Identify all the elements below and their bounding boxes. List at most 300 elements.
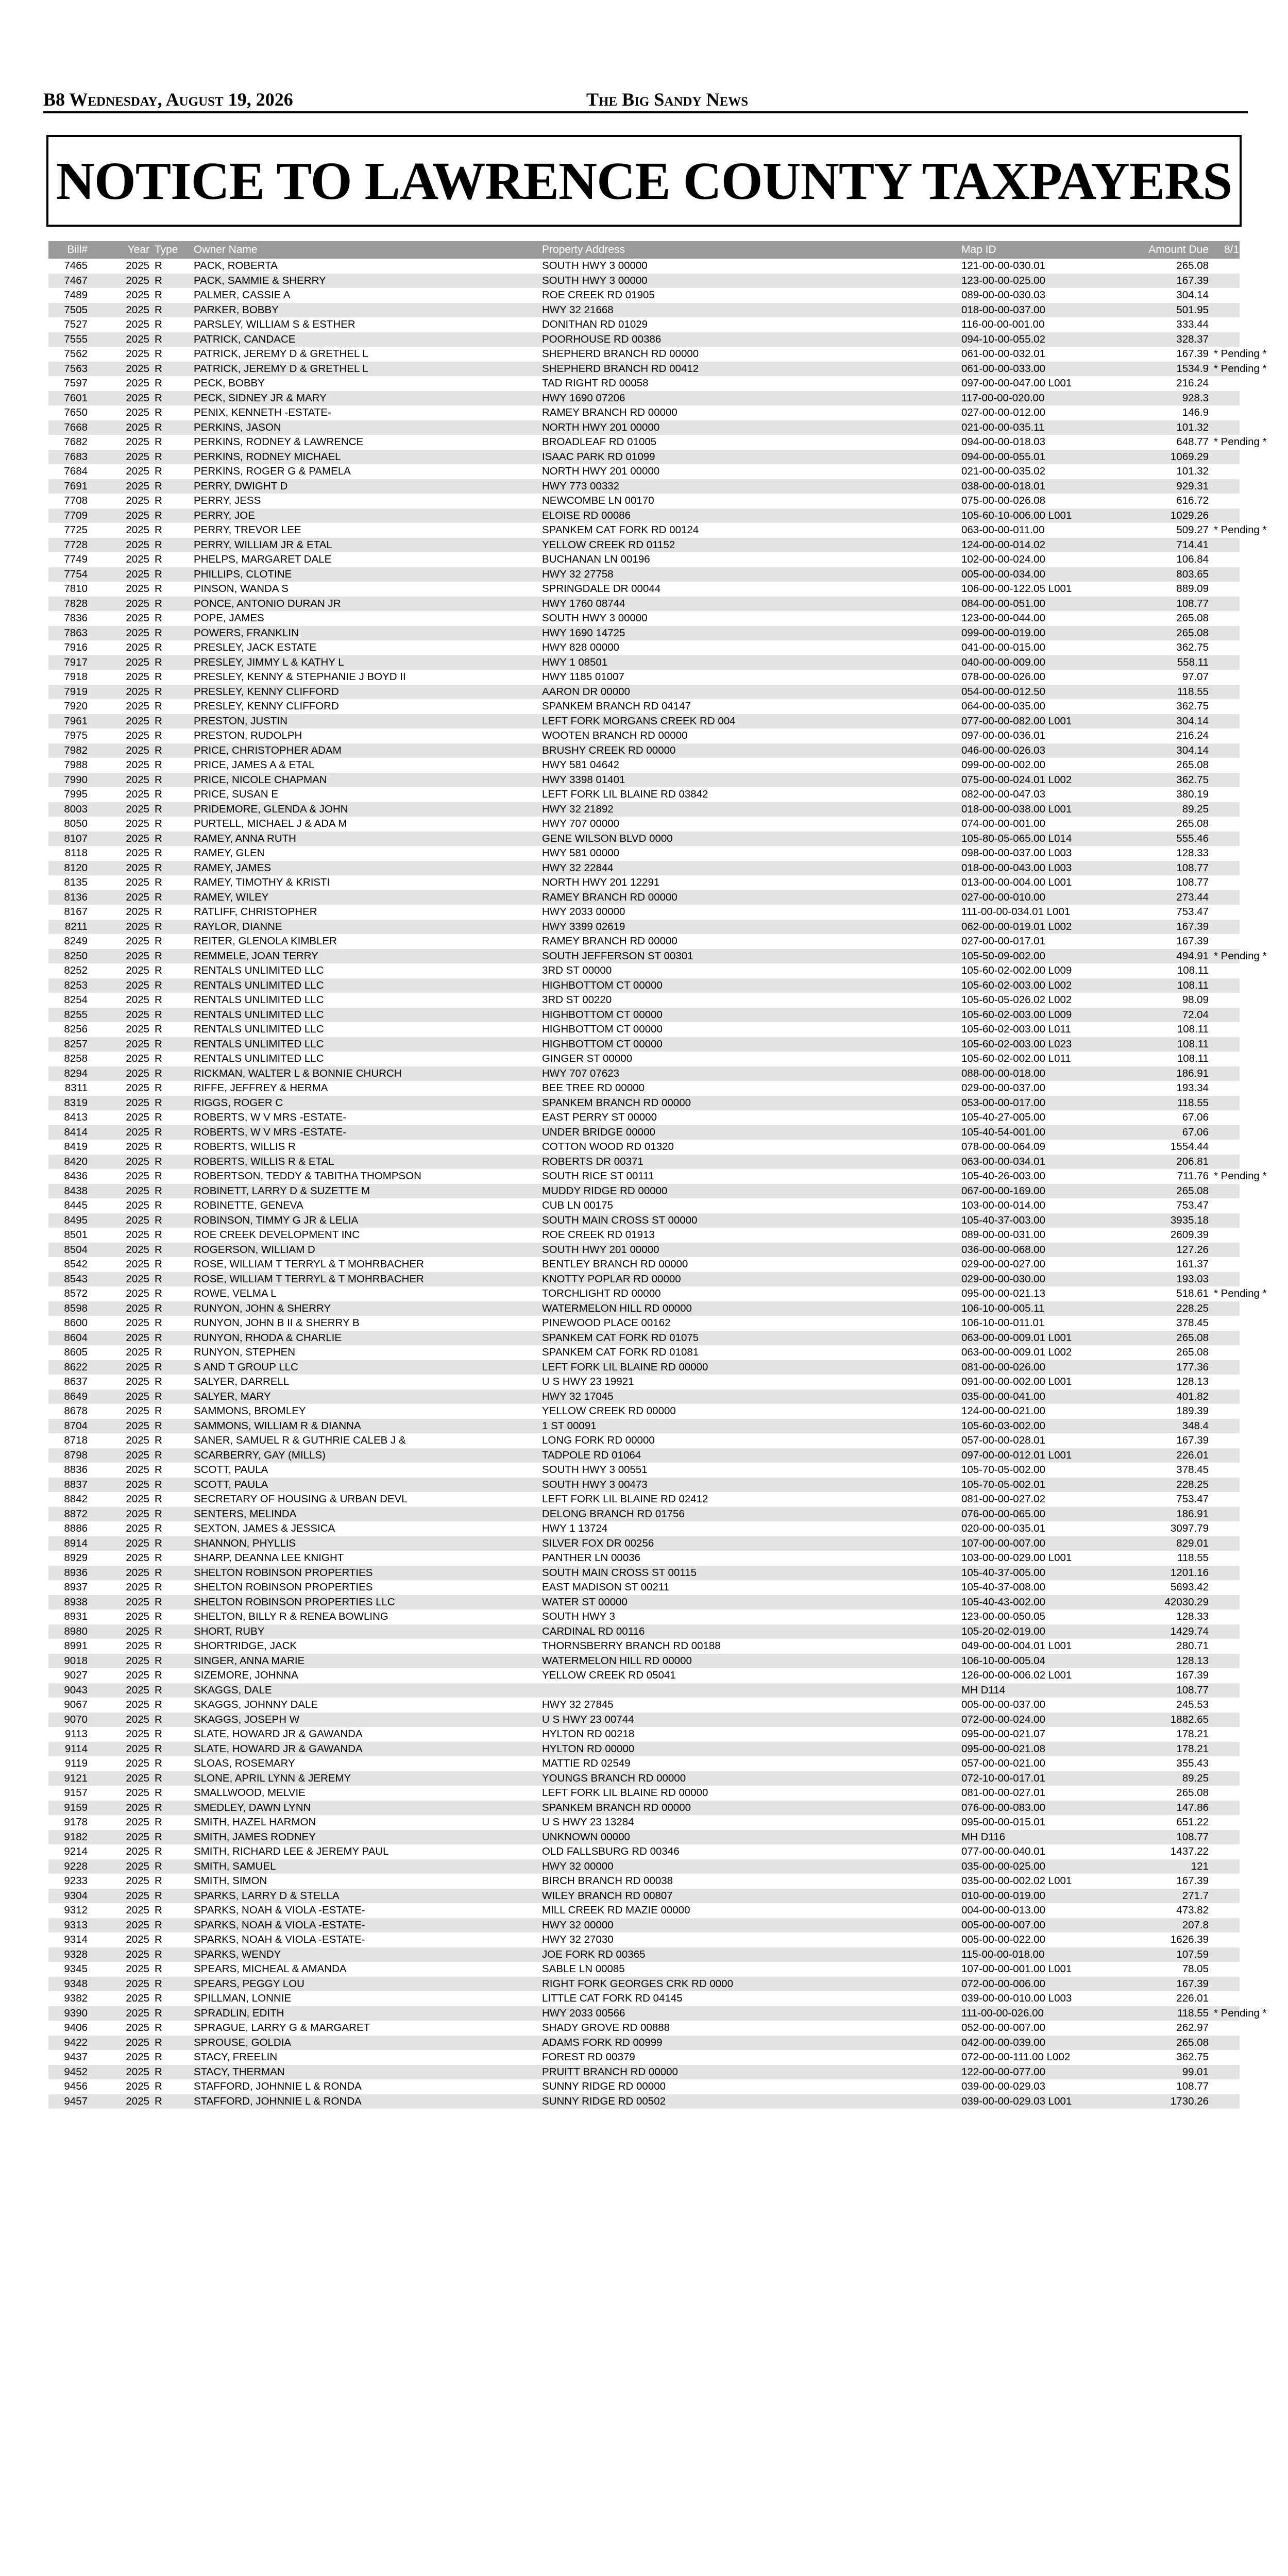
cell-owner: SPILLMAN, LONNIE <box>194 1992 292 2004</box>
table-row <box>48 846 1240 861</box>
cell-bill: 9070 <box>64 1713 88 1725</box>
cell-owner: RIGGS, ROGER C <box>194 1096 283 1109</box>
cell-amount: 265.08 <box>1176 1346 1209 1358</box>
cell-owner: SIZEMORE, JOHNNA <box>194 1669 298 1681</box>
cell-amount: 803.65 <box>1176 568 1209 580</box>
cell-amount: 304.14 <box>1176 715 1209 727</box>
cell-bill: 8311 <box>64 1082 88 1094</box>
cell-type: R <box>155 1434 162 1446</box>
cell-type: R <box>155 950 162 962</box>
cell-owner: PECK, SIDNEY JR & MARY <box>194 392 327 404</box>
cell-amount: 121 <box>1191 1860 1209 1872</box>
cell-bill: 8050 <box>64 818 88 829</box>
cell-address: KNOTTY POPLAR RD 00000 <box>542 1273 681 1285</box>
cell-map-id: 124-00-00-014.02 <box>961 538 1045 551</box>
cell-map-id: 105-40-37-008.00 <box>961 1581 1045 1593</box>
cell-address: DONITHAN RD 01029 <box>542 318 648 330</box>
cell-type: R <box>155 1742 162 1755</box>
table-row <box>48 1169 1267 1184</box>
table-row <box>48 1771 1240 1786</box>
cell-year: 2025 <box>126 906 149 918</box>
table-row <box>48 288 1240 303</box>
cell-owner: PERRY, TREVOR LEE <box>194 524 301 536</box>
cell-type: R <box>155 1889 162 1902</box>
cell-amount: 378.45 <box>1176 1464 1209 1476</box>
cell-status: * Pending * <box>1214 348 1267 360</box>
cell-address: PANTHER LN 00036 <box>542 1552 641 1564</box>
cell-amount: 161.37 <box>1176 1258 1209 1270</box>
cell-map-id: 105-60-02-003.00 L023 <box>961 1038 1072 1050</box>
cell-year: 2025 <box>126 1772 149 1784</box>
cell-owner: RENTALS UNLIMITED LLC <box>194 1038 324 1050</box>
cell-address: ROE CREEK RD 01905 <box>542 289 655 301</box>
cell-type: R <box>155 1331 162 1344</box>
table-row <box>48 391 1240 406</box>
cell-bill: 8836 <box>64 1464 88 1476</box>
cell-amount: 228.25 <box>1176 1478 1209 1490</box>
cell-bill: 7725 <box>64 524 88 536</box>
cell-bill: 8294 <box>64 1067 88 1079</box>
cell-bill: 7863 <box>64 626 88 639</box>
cell-type: R <box>155 891 162 903</box>
cell-type: R <box>155 1184 162 1197</box>
cell-amount: 108.11 <box>1177 964 1209 976</box>
cell-year: 2025 <box>126 1596 149 1608</box>
cell-amount: 167.39 <box>1176 920 1209 933</box>
cell-bill: 9018 <box>64 1654 88 1667</box>
cell-amount: 1626.39 <box>1170 1934 1209 1945</box>
cell-address: NORTH HWY 201 00000 <box>542 421 660 433</box>
cell-owner: ROBERTSON, TEDDY & TABITHA THOMPSON <box>194 1170 421 1182</box>
cell-year: 2025 <box>126 1522 149 1534</box>
cell-owner: PECK, BOBBY <box>194 377 265 389</box>
cell-address: PINEWOOD PLACE 00162 <box>542 1317 671 1329</box>
cell-map-id: 077-00-00-040.01 <box>961 1845 1045 1857</box>
cell-owner: SMEDLEY, DAWN LYNN <box>194 1801 311 1814</box>
cell-owner: ROSE, WILLIAM T TERRYL & T MOHRBACHER <box>194 1273 424 1285</box>
cell-owner: RAMEY, GLEN <box>194 847 265 859</box>
cell-year: 2025 <box>126 920 149 933</box>
cell-year: 2025 <box>126 2051 149 2063</box>
table-row <box>48 552 1240 567</box>
cell-owner: PRESTON, RUDOLPH <box>194 730 302 741</box>
cell-address: RAMEY BRANCH RD 00000 <box>542 406 677 418</box>
cell-bill: 7467 <box>64 274 88 286</box>
cell-owner: SPROUSE, GOLDIA <box>194 2036 292 2048</box>
cell-address: CARDINAL RD 00116 <box>542 1625 645 1637</box>
cell-type: R <box>155 1581 162 1593</box>
table-row <box>48 1257 1240 1272</box>
cell-owner: PRESLEY, JIMMY L & KATHY L <box>194 656 344 668</box>
table-row <box>48 523 1267 538</box>
cell-year: 2025 <box>126 465 149 477</box>
cell-bill: 9233 <box>64 1875 88 1887</box>
cell-bill: 8936 <box>64 1566 88 1579</box>
cell-map-id: 097-00-00-036.01 <box>961 730 1045 741</box>
cell-year: 2025 <box>126 626 149 639</box>
cell-map-id: 103-00-00-014.00 <box>961 1199 1045 1211</box>
cell-amount: 107.59 <box>1176 1948 1209 1960</box>
cell-type: R <box>155 318 162 330</box>
cell-amount: 178.21 <box>1176 1742 1209 1755</box>
cell-bill: 8572 <box>64 1287 88 1299</box>
cell-amount: 714.41 <box>1176 538 1209 551</box>
cell-year: 2025 <box>126 1625 149 1637</box>
cell-bill: 7709 <box>64 509 88 521</box>
cell-map-id: 102-00-00-024.00 <box>961 553 1045 565</box>
cell-year: 2025 <box>126 1728 149 1740</box>
cell-year: 2025 <box>126 1581 149 1593</box>
cell-amount: 265.08 <box>1176 612 1209 624</box>
cell-year: 2025 <box>126 1434 149 1446</box>
cell-map-id: 072-00-00-006.00 <box>961 1977 1045 1990</box>
cell-address: SHEPHERD BRANCH RD 00412 <box>542 362 699 375</box>
cell-year: 2025 <box>126 1566 149 1579</box>
cell-amount: 3935.18 <box>1170 1214 1209 1226</box>
cell-type: R <box>155 700 162 712</box>
cell-type: R <box>155 685 162 698</box>
cell-year: 2025 <box>126 1243 149 1256</box>
cell-address: SOUTH RICE ST 00111 <box>542 1170 654 1182</box>
cell-bill: 7601 <box>64 392 88 404</box>
cell-address: FOREST RD 00379 <box>542 2051 635 2063</box>
cell-map-id: 105-40-37-003.00 <box>961 1214 1045 1226</box>
cell-map-id: 095-00-00-021.07 <box>961 1728 1045 1740</box>
table-body <box>48 259 1267 2109</box>
cell-bill: 9457 <box>64 2095 88 2107</box>
table-row <box>48 1874 1240 1889</box>
cell-map-id: 063-00-00-009.01 L001 <box>961 1331 1072 1344</box>
cell-map-id: 005-00-00-034.00 <box>961 568 1045 580</box>
cell-year: 2025 <box>126 1537 149 1549</box>
table-row <box>48 1243 1240 1258</box>
cell-year: 2025 <box>126 583 149 595</box>
cell-owner: SKAGGS, DALE <box>194 1684 272 1696</box>
cell-bill: 9067 <box>64 1699 88 1710</box>
cell-owner: SHELTON ROBINSON PROPERTIES <box>194 1581 373 1593</box>
cell-owner: PHILLIPS, CLOTINE <box>194 568 292 580</box>
cell-type: R <box>155 1757 162 1769</box>
cell-type: R <box>155 1346 162 1358</box>
cell-owner: PERKINS, RODNEY MICHAEL <box>194 450 341 463</box>
table-row <box>48 1213 1240 1228</box>
cell-owner: ROBINETT, LARRY D & SUZETTE M <box>194 1184 370 1197</box>
cell-address: RAMEY BRANCH RD 00000 <box>542 935 677 947</box>
cell-address: EAST MADISON ST 00211 <box>542 1581 670 1593</box>
cell-address: SPANKEM BRANCH RD 04147 <box>542 700 691 712</box>
cell-owner: PURTELL, MICHAEL J & ADA M <box>194 818 347 829</box>
cell-year: 2025 <box>126 773 149 786</box>
cell-bill: 8872 <box>64 1507 88 1520</box>
cell-bill: 8249 <box>64 935 88 947</box>
cell-address: YELLOW CREEK RD 00000 <box>542 1405 676 1417</box>
table-row <box>48 1301 1240 1316</box>
cell-year: 2025 <box>126 803 149 815</box>
cell-owner: SEXTON, JAMES & JESSICA <box>194 1522 335 1534</box>
cell-type: R <box>155 656 162 668</box>
cell-type: R <box>155 876 162 888</box>
cell-type: R <box>155 1449 162 1461</box>
cell-type: R <box>155 568 162 580</box>
cell-address: HIGHBOTTOM CT 00000 <box>542 979 663 991</box>
cell-amount: 648.77 <box>1176 436 1209 448</box>
cell-amount: 101.32 <box>1176 465 1209 477</box>
cell-amount: 473.82 <box>1176 1904 1209 1916</box>
cell-bill: 8622 <box>64 1361 88 1373</box>
cell-owner: RIFFE, JEFFREY & HERMA <box>194 1082 328 1094</box>
cell-map-id: 098-00-00-037.00 L003 <box>961 847 1072 859</box>
cell-map-id: 105-60-02-002.00 L009 <box>961 964 1072 976</box>
cell-owner: PINSON, WANDA S <box>194 583 289 595</box>
cell-type: R <box>155 979 162 991</box>
cell-address: SPANKEM CAT FORK RD 00124 <box>542 524 699 536</box>
cell-bill: 7562 <box>64 348 88 360</box>
cell-map-id: 075-00-00-026.08 <box>961 495 1045 506</box>
table-row <box>48 743 1240 758</box>
table-row <box>48 494 1240 509</box>
cell-amount: 328.37 <box>1176 333 1209 345</box>
cell-amount: 118.55 <box>1177 2007 1209 2019</box>
cell-map-id: 094-00-00-055.01 <box>961 450 1045 463</box>
cell-amount: 333.44 <box>1176 318 1209 330</box>
cell-map-id: 107-00-00-007.00 <box>961 1537 1045 1549</box>
table-row <box>48 1683 1240 1698</box>
cell-amount: 265.08 <box>1176 818 1209 829</box>
cell-amount: 186.91 <box>1176 1067 1209 1079</box>
table-row <box>48 1286 1267 1301</box>
cell-bill: 7988 <box>64 759 88 771</box>
cell-map-id: 072-00-00-024.00 <box>961 1713 1045 1725</box>
cell-owner: SMALLWOOD, MELVIE <box>194 1787 306 1799</box>
table-row <box>48 538 1240 553</box>
cell-owner: PALMER, CASSIE A <box>194 289 291 301</box>
header-rule <box>43 111 1248 113</box>
cell-bill: 7982 <box>64 744 88 756</box>
cell-owner: SCOTT, PAULA <box>194 1464 268 1476</box>
cell-address: HWY 1760 08744 <box>542 597 625 609</box>
cell-amount: 127.26 <box>1176 1243 1209 1256</box>
cell-amount: 193.03 <box>1176 1273 1209 1285</box>
cell-year: 2025 <box>126 450 149 463</box>
cell-bill: 7918 <box>64 671 88 683</box>
cell-amount: 193.34 <box>1176 1082 1209 1094</box>
cell-type: R <box>155 906 162 918</box>
cell-type: R <box>155 847 162 859</box>
cell-map-id: 111-00-00-034.01 L001 <box>961 906 1071 918</box>
cell-address: BRUSHY CREEK RD 00000 <box>542 744 676 756</box>
cell-owner: SHORT, RUBY <box>194 1625 265 1637</box>
cell-amount: 1882.65 <box>1170 1713 1209 1725</box>
cell-bill: 8598 <box>64 1302 88 1314</box>
cell-owner: PHELPS, MARGARET DALE <box>194 553 332 565</box>
cell-map-id: 081-00-00-027.02 <box>961 1493 1045 1505</box>
cell-type: R <box>155 1831 162 1843</box>
cell-bill: 7975 <box>64 730 88 741</box>
cell-type: R <box>155 1948 162 1960</box>
cell-amount: 108.77 <box>1176 2080 1209 2092</box>
table-row <box>48 1566 1240 1581</box>
cell-address: GINGER ST 00000 <box>542 1053 633 1064</box>
cell-bill: 8501 <box>64 1229 88 1241</box>
cell-amount: 108.77 <box>1176 861 1209 874</box>
cell-owner: SALYER, MARY <box>194 1390 271 1402</box>
cell-map-id: 105-60-02-003.00 L011 <box>961 1023 1071 1035</box>
cell-map-id: 010-00-00-019.00 <box>961 1889 1045 1902</box>
cell-owner: STAFFORD, JOHNNIE L & RONDA <box>194 2095 362 2107</box>
cell-owner: RATLIFF, CHRISTOPHER <box>194 906 317 918</box>
cell-type: R <box>155 1699 162 1710</box>
table-row <box>48 890 1240 905</box>
table-row <box>48 1448 1240 1463</box>
table-row <box>48 655 1240 670</box>
cell-map-id: 122-00-00-077.00 <box>961 2065 1045 2078</box>
cell-bill: 9390 <box>64 2007 88 2019</box>
cell-map-id: 057-00-00-021.00 <box>961 1757 1045 1769</box>
cell-amount: 128.13 <box>1176 1654 1209 1667</box>
table-row <box>48 1492 1240 1507</box>
cell-owner: ROSE, WILLIAM T TERRYL & T MOHRBACHER <box>194 1258 424 1270</box>
table-row <box>48 978 1240 993</box>
cell-year: 2025 <box>126 876 149 888</box>
table-row <box>48 405 1240 420</box>
table-row <box>48 802 1240 817</box>
cell-owner: STACY, FREELIN <box>194 2051 278 2063</box>
table-row <box>48 2094 1240 2109</box>
cell-amount: 226.01 <box>1176 1992 1209 2004</box>
cell-owner: SPARKS, LARRY D & STELLA <box>194 1889 340 1902</box>
cell-year: 2025 <box>126 1977 149 1990</box>
cell-type: R <box>155 1728 162 1740</box>
cell-owner: PATRICK, CANDACE <box>194 333 296 345</box>
cell-bill: 7684 <box>64 465 88 477</box>
cell-type: R <box>155 1067 162 1079</box>
cell-owner: SPARKS, NOAH & VIOLA -ESTATE- <box>194 1904 365 1916</box>
cell-year: 2025 <box>126 950 149 962</box>
table-row <box>48 861 1240 876</box>
cell-year: 2025 <box>126 1361 149 1373</box>
cell-year: 2025 <box>126 568 149 580</box>
cell-address: JOE FORK RD 00365 <box>542 1948 646 1960</box>
cell-map-id: 049-00-00-004.01 L001 <box>961 1640 1072 1652</box>
table-row <box>48 1228 1240 1243</box>
cell-address: SOUTH JEFFERSON ST 00301 <box>542 950 693 962</box>
cell-type: R <box>155 348 162 360</box>
cell-map-id: 038-00-00-018.01 <box>961 480 1045 492</box>
cell-year: 2025 <box>126 1082 149 1094</box>
cell-amount: 118.55 <box>1177 1552 1209 1564</box>
cell-type: R <box>155 597 162 609</box>
cell-amount: 518.61 <box>1176 1287 1209 1299</box>
cell-bill: 8542 <box>64 1258 88 1270</box>
cell-address: U S HWY 23 19921 <box>542 1376 634 1387</box>
cell-address: NORTH HWY 201 12291 <box>542 876 660 888</box>
cell-bill: 8211 <box>64 920 88 933</box>
cell-amount: 67.06 <box>1182 1126 1209 1138</box>
cell-address: SOUTH HWY 3 00551 <box>542 1464 648 1476</box>
table-row <box>48 1624 1240 1639</box>
cell-type: R <box>155 538 162 551</box>
table-row <box>48 685 1240 700</box>
cell-bill: 8929 <box>64 1552 88 1564</box>
cell-bill: 7691 <box>64 480 88 492</box>
cell-owner: SHARP, DEANNA LEE KNIGHT <box>194 1552 344 1564</box>
cell-address: AARON DR 00000 <box>542 685 630 698</box>
table-row <box>48 993 1240 1008</box>
cell-bill: 8136 <box>64 891 88 903</box>
cell-year: 2025 <box>126 392 149 404</box>
table-row <box>48 1786 1240 1801</box>
table-row <box>48 1360 1240 1375</box>
cell-address: SPANKEM CAT FORK RD 01081 <box>542 1346 699 1358</box>
cell-map-id: 082-00-00-047.03 <box>961 788 1045 800</box>
col-type: Type <box>155 244 178 256</box>
cell-address: SOUTH HWY 3 00473 <box>542 1478 648 1490</box>
cell-bill: 8420 <box>64 1155 88 1167</box>
table-row <box>48 1742 1240 1757</box>
cell-type: R <box>155 788 162 800</box>
cell-address: TORCHLIGHT RD 00000 <box>542 1287 661 1299</box>
table-row <box>48 435 1267 450</box>
cell-type: R <box>155 1287 162 1299</box>
cell-owner: RENTALS UNLIMITED LLC <box>194 964 324 976</box>
cell-address: HWY 32 17045 <box>542 1390 614 1402</box>
cell-map-id: 105-40-54-001.00 <box>961 1126 1045 1138</box>
cell-owner: PATRICK, JEREMY D & GRETHEL L <box>194 348 368 360</box>
cell-year: 2025 <box>126 1258 149 1270</box>
cell-type: R <box>155 730 162 741</box>
cell-owner: SPRADLIN, EDITH <box>194 2007 284 2019</box>
cell-type: R <box>155 1317 162 1329</box>
table-row <box>48 1375 1240 1389</box>
cell-map-id: 029-00-00-030.00 <box>961 1273 1045 1285</box>
cell-map-id: 035-00-00-025.00 <box>961 1860 1045 1872</box>
cell-bill: 9328 <box>64 1948 88 1960</box>
table-row <box>48 1272 1240 1287</box>
cell-type: R <box>155 832 162 844</box>
cell-address: HWY 828 00000 <box>542 641 620 653</box>
cell-type: R <box>155 1625 162 1637</box>
table-row <box>48 1155 1240 1170</box>
cell-year: 2025 <box>126 1449 149 1461</box>
cell-year: 2025 <box>126 1008 149 1021</box>
cell-year: 2025 <box>126 1713 149 1725</box>
cell-type: R <box>155 524 162 536</box>
cell-amount: 146.9 <box>1182 406 1209 418</box>
cell-amount: 380.19 <box>1176 788 1209 800</box>
cell-amount: 167.39 <box>1176 1977 1209 1990</box>
cell-bill: 9228 <box>64 1860 88 1872</box>
cell-bill: 8419 <box>64 1141 88 1153</box>
cell-amount: 401.82 <box>1176 1390 1209 1402</box>
cell-year: 2025 <box>126 1287 149 1299</box>
cell-bill: 8167 <box>64 906 88 918</box>
cell-map-id: 115-00-00-018.00 <box>961 1948 1045 1960</box>
cell-amount: 1437.22 <box>1170 1845 1209 1857</box>
cell-map-id: 072-10-00-017.01 <box>961 1772 1045 1784</box>
cell-map-id: MH D116 <box>961 1831 1006 1843</box>
col-address: Property Address <box>542 244 625 256</box>
cell-owner: ROBINSON, TIMMY G JR & LELIA <box>194 1214 359 1226</box>
table-row <box>48 1433 1240 1448</box>
cell-type: R <box>155 626 162 639</box>
cell-owner: PATRICK, JEREMY D & GRETHEL L <box>194 362 368 375</box>
cell-year: 2025 <box>126 671 149 683</box>
cell-year: 2025 <box>126 1199 149 1211</box>
table-row <box>48 2079 1240 2094</box>
cell-address: NEWCOMBE LN 00170 <box>542 495 654 506</box>
cell-map-id: 106-10-00-011.01 <box>961 1317 1045 1329</box>
table-row <box>48 1639 1240 1654</box>
